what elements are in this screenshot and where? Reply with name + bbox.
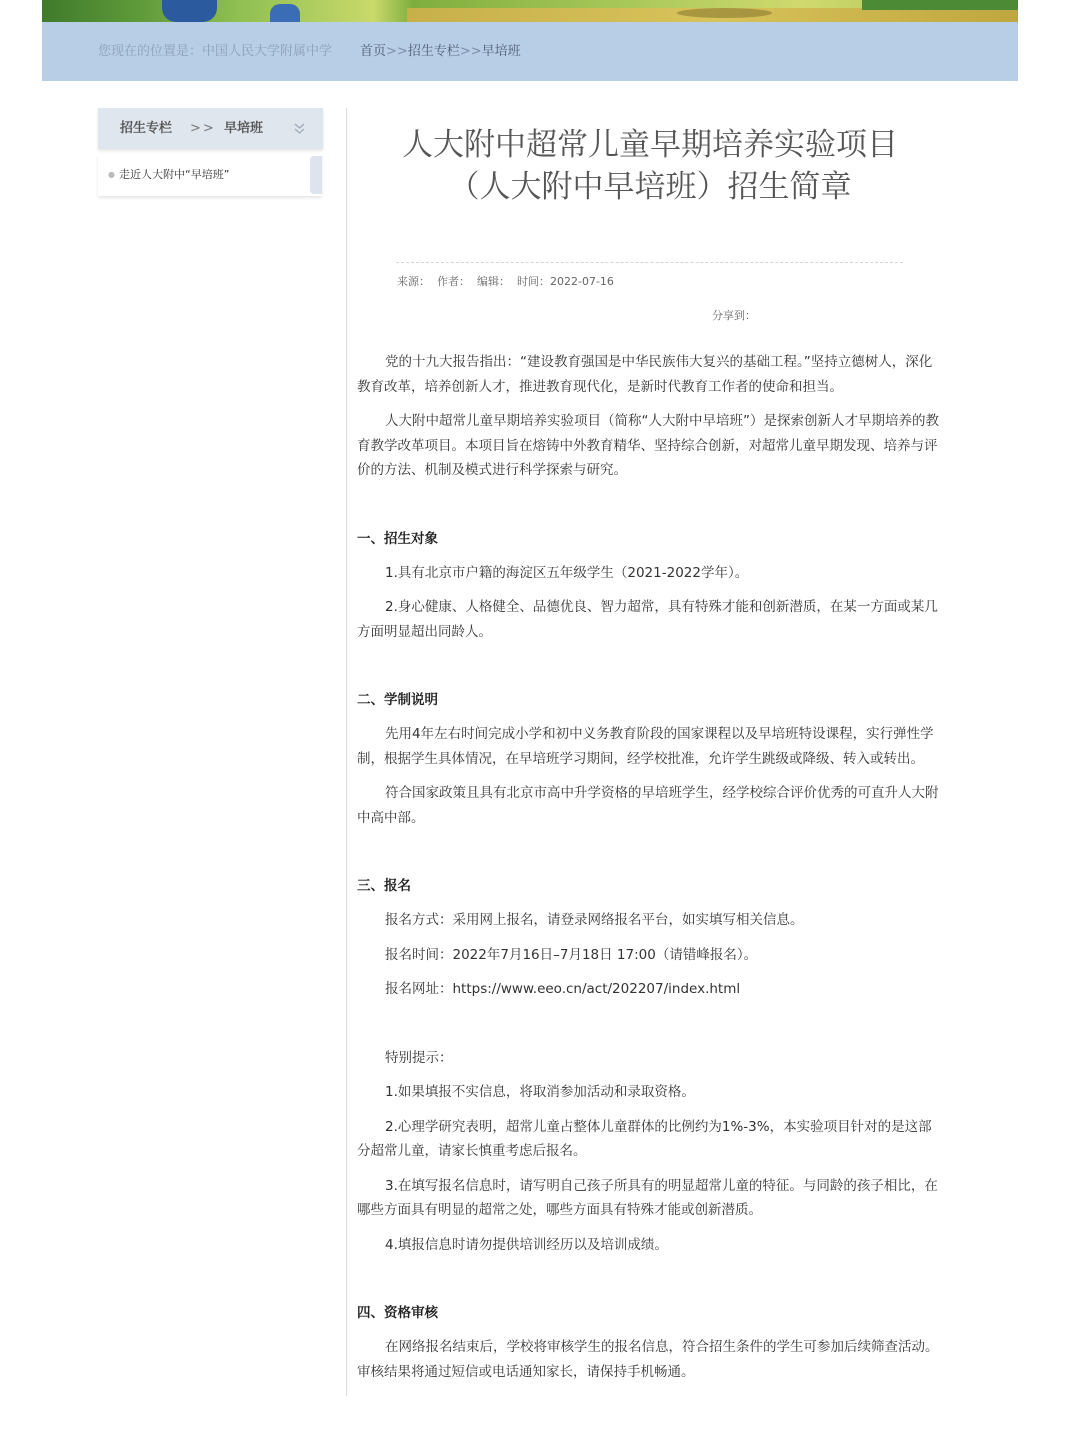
section-paragraph: 2.身心健康、人格健全、品德优良、智力超常，具有特殊才能和创新潜质，在某一方面或某几方面明显超出同龄人。 (357, 599, 938, 640)
section-heading: 四、资格审核 (357, 1305, 438, 1321)
section-paragraph: 在网络报名结束后，学校将审核学生的报名信息，符合招生条件的学生可参加后续筛查活动。审核结果将通过短信或电话通知家长，请保持手机畅通。 (357, 1339, 939, 1380)
section-paragraph: 符合国家政策且具有北京市高中升学资格的早培班学生，经学校综合评价优秀的可直升人大附中高中部。 (357, 785, 939, 826)
header-banner-image (42, 0, 1018, 22)
intro-paragraph: 人大附中超常儿童早期培养实验项目（简称“人大附中早培班”）是探索创新人才早期培养的教育教学改革项目。本项目旨在熔铸中外教育精华、坚持综合创新，对超常儿童早期发现、培养与评价的方法、机制及模式进行科学探索与研究。 (357, 413, 939, 478)
article-title-line1: 人大附中超常儿童早期培养实验项目 (402, 127, 898, 163)
breadcrumb-home-link[interactable]: 首页 (360, 44, 387, 59)
tip-paragraph: 3.在填写报名信息时，请写明自己孩子所具有的明显超常儿童的特征。与同龄的孩子相比，在哪些方面具有明显的超常之处，哪些方面具有特殊才能或创新潜质。 (357, 1177, 938, 1218)
sidebar-item-indicator (310, 156, 322, 194)
share-label: 分享到： (712, 309, 756, 322)
meta-author: 作者： (437, 275, 470, 288)
meta-time: 时间：2022-07-16 (517, 275, 614, 288)
tip-paragraph: 1.如果填报不实信息，将取消参加活动和录取资格。 (385, 1084, 695, 1100)
meta-editor: 编辑： (477, 275, 510, 288)
double-chevron-down-icon[interactable] (294, 108, 305, 149)
breadcrumb (42, 22, 1018, 81)
section-paragraph: 1.具有北京市户籍的海淀区五年级学生（2021-2022学年）。 (385, 564, 749, 581)
section-paragraph: 报名方式：采用网上报名，请登录网络报名平台，如实填写相关信息。 (385, 912, 804, 928)
breadcrumb-current-link[interactable]: 早培班 (481, 44, 521, 59)
registration-url: 报名网址：https://www.eeo.cn/act/202207/index.html (385, 981, 741, 997)
sidebar-header-separator: >> (190, 121, 216, 136)
section-heading: 三、报名 (357, 878, 411, 894)
column-divider (346, 108, 347, 1396)
section-paragraph: 报名时间：2022年7月16日–7月18日 17:00（请错峰报名）。 (385, 946, 758, 963)
article-title-line2: （人大附中早培班）招生简章 (448, 169, 852, 205)
title-divider (396, 262, 903, 263)
article-body (357, 350, 942, 1384)
sidebar-item-label: 走近人大附中“早培班” (119, 168, 230, 181)
article-title (380, 124, 920, 208)
breadcrumb-section-link[interactable]: 招生专栏 (407, 44, 460, 59)
tip-paragraph: 2.心理学研究表明，超常儿童占整体儿童群体的比例约为1%-3%，本实验项目针对的是这部分超常儿童，请家长慎重考虑后报名。 (357, 1118, 932, 1159)
intro-paragraph: 党的十九大报告指出：“建设教育强国是中华民族伟大复兴的基础工程。”坚持立德树人，深化教育改革，培养创新人才，推进教育现代化，是新时代教育工作者的使命和担当。 (357, 354, 933, 395)
tip-paragraph: 4.填报信息时请勿提供培训经历以及培训成绩。 (385, 1236, 668, 1253)
section-heading: 二、学制说明 (357, 692, 438, 708)
meta-source: 来源： (397, 275, 430, 288)
tips-title: 特别提示： (385, 1049, 453, 1066)
article-meta (397, 273, 621, 289)
sidebar-header[interactable] (98, 108, 323, 149)
breadcrumb-prefix: 您现在的位置是：中国人民大学附属中学 (98, 44, 333, 59)
sidebar-item-zaopeiban-intro[interactable] (98, 154, 322, 196)
section-paragraph: 先用4年左右时间完成小学和初中义务教育阶段的国家课程以及早培班特设课程，实行弹性学制，根据学生具体情况，在早培班学习期间，经学校批准，允许学生跳级或降级、转入或转出。 (357, 726, 934, 767)
sidebar-header-current: 早培班 (224, 121, 264, 136)
bullet-icon: ● (108, 170, 115, 179)
sidebar-header-section: 招生专栏 (120, 121, 173, 136)
breadcrumb-separator: >> (459, 44, 482, 59)
section-heading: 一、招生对象 (357, 530, 438, 547)
breadcrumb-separator: >> (386, 44, 408, 59)
